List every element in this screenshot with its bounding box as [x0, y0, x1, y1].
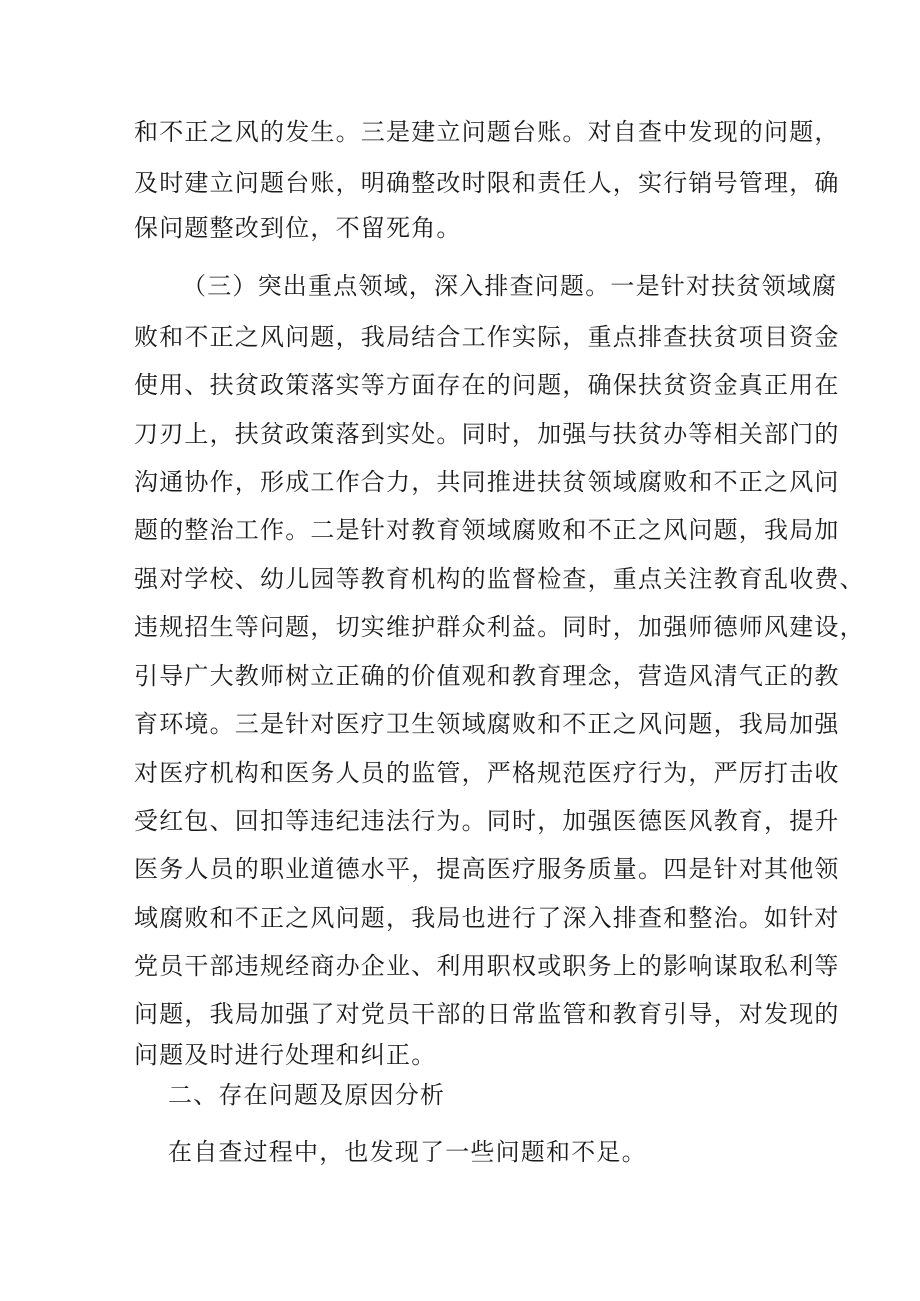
text-line: 题的整治工作。二是针对教育领域腐败和不正之风问题，我局加	[134, 516, 840, 544]
text-line: 使用、扶贫政策落实等方面存在的问题，确保扶贫资金真正用在	[134, 371, 840, 399]
text-line: 违规招生等问题，切实维护群众利益。同时，加强师德师风建设，	[134, 613, 865, 641]
text-line: 域腐败和不正之风问题，我局也进行了深入排查和整治。如针对	[134, 904, 840, 932]
section-heading: 二、存在问题及原因分析	[168, 1081, 446, 1109]
text-line: 在自查过程中，也发现了一些问题和不足。	[168, 1138, 647, 1166]
text-line: （三）突出重点领域，深入排查问题。一是针对扶贫领域腐	[182, 272, 838, 300]
text-line: 刀刃上，扶贫政策落到实处。同时，加强与扶贫办等相关部门的	[134, 420, 840, 448]
text-line: 受红包、回扣等违纪违法行为。同时，加强医德医风教育，提升	[134, 807, 840, 835]
text-line: 问题，我局加强了对党员干部的日常监管和教育引导，对发现的	[134, 1000, 840, 1028]
text-line: 问题及时进行处理和纠正。	[134, 1041, 437, 1069]
text-line: 引导广大教师树立正确的价值观和教育理念，营造风清气正的教	[134, 662, 840, 690]
text-line: 沟通协作，形成工作合力，共同推进扶贫领域腐败和不正之风问	[134, 468, 840, 496]
text-line: 党员干部违规经商办企业、利用职权或职务上的影响谋取私利等	[134, 952, 840, 980]
text-line: 保问题整改到位，不留死角。	[134, 214, 462, 242]
text-line: 和不正之风的发生。三是建立问题台账。对自查中发现的问题，	[134, 118, 840, 146]
text-line: 对医疗机构和医务人员的监管，严格规范医疗行为，严厉打击收	[134, 759, 840, 787]
text-line: 败和不正之风问题，我局结合工作实际，重点排查扶贫项目资金	[134, 323, 840, 351]
text-line: 医务人员的职业道德水平，提高医疗服务质量。四是针对其他领	[134, 855, 840, 883]
text-line: 强对学校、幼儿园等教育机构的监督检查，重点关注教育乱收费、	[134, 565, 865, 593]
text-line: 及时建立问题台账，明确整改时限和责任人，实行销号管理，确	[134, 169, 840, 197]
text-line: 育环境。三是针对医疗卫生领域腐败和不正之风问题，我局加强	[134, 710, 840, 738]
